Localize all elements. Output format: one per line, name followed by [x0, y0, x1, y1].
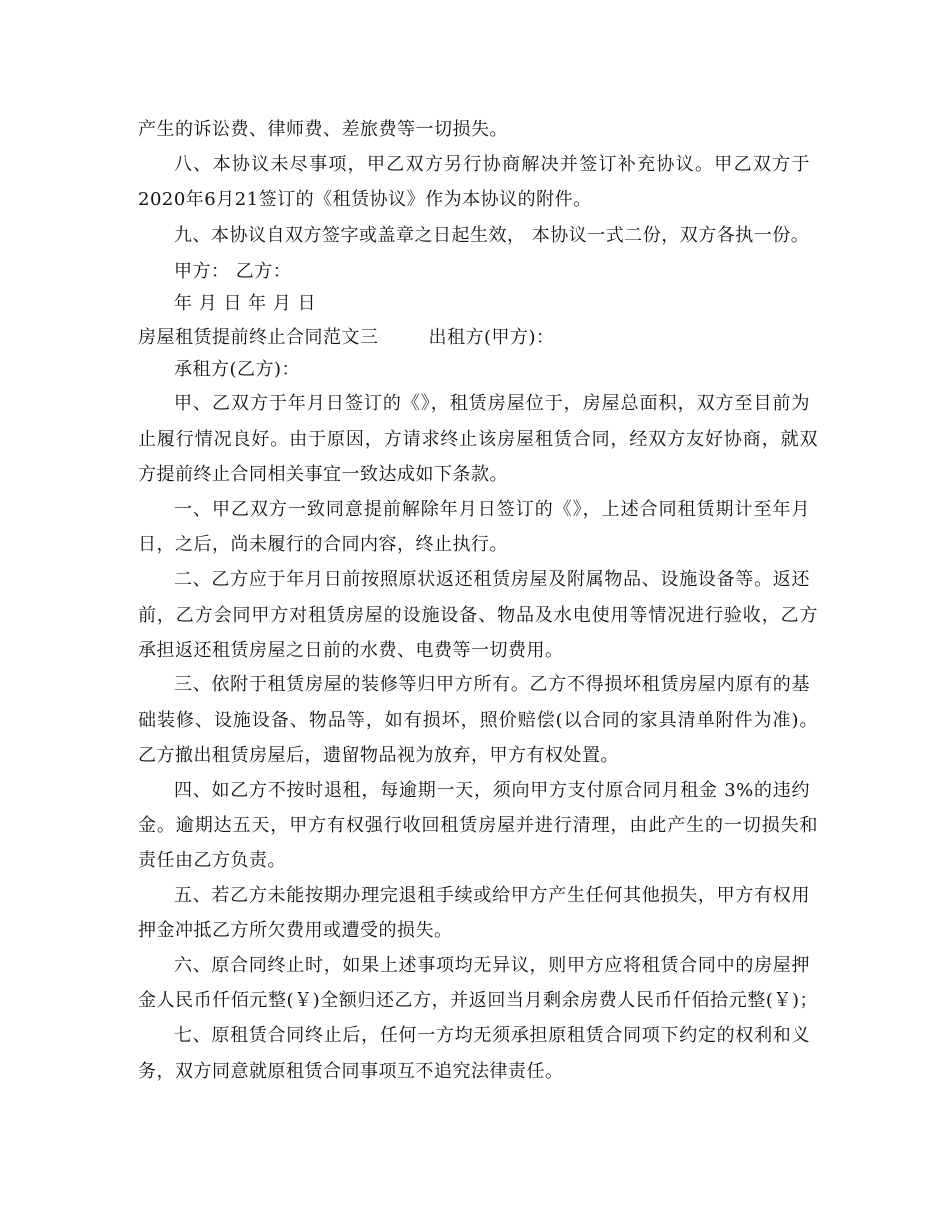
lessee-label: 承租方(乙方)： — [174, 359, 301, 380]
text-line: 五、若乙方未能按期办理完退租手续或给甲方产生任何其他损失，甲方有权用 — [174, 885, 810, 906]
signature-dates: 年 月 日 年 月 日 — [174, 293, 317, 314]
text-line: 产生的诉讼费、律师费、差旅费等一切损失。 — [138, 119, 508, 140]
text-line: 日，之后，尚未履行的合同内容，终止执行。 — [138, 534, 508, 555]
text-line: 方提前终止合同相关事宜一致达成如下条款。 — [138, 464, 508, 485]
text-line: 七、原租赁合同终止后，任何一方均无须承担原租赁合同项下约定的权利和义 — [174, 1025, 810, 1046]
text-line: 承担返还租赁房屋之日前的水费、电费等一切费用。 — [138, 640, 564, 661]
signature-parties: 甲方： 乙方： — [174, 261, 292, 282]
text-line: 二、乙方应于年月日前按照原状返还租赁房屋及附属物品、设施设备等。返还 — [174, 569, 810, 590]
text-line: 础装修、设施设备、物品等，如有损坏，照价赔偿(以合同的家具清单附件为准)。 — [138, 710, 818, 731]
text-line: 务，双方同意就原租赁合同事项互不追究法律责任。 — [138, 1061, 564, 1082]
text-line: 责任由乙方负责。 — [138, 850, 286, 871]
section-title-line — [138, 326, 818, 350]
text-line: 前，乙方会同甲方对租赁房屋的设施设备、物品及水电使用等情况进行验收，乙方 — [138, 605, 818, 626]
text-line: 押金冲抵乙方所欠费用或遭受的损失。 — [138, 920, 453, 941]
text-line: 四、如乙方不按时退租，每逾期一天，须向甲方支付原合同月租金 3%的违约 — [174, 780, 810, 801]
lessor-label: 出租方(甲方)： — [428, 327, 555, 348]
text-line: 金。逾期达五天，甲方有权强行收回租赁房屋并进行清理，由此产生的一切损失和 — [138, 815, 818, 836]
section-title: 房屋租赁提前终止合同范文三 — [138, 327, 379, 348]
text-line: 甲、乙双方于年月日签订的《》，租赁房屋位于，房屋总面积，双方至目前为 — [174, 393, 810, 414]
text-line: 八、本协议未尽事项，甲乙双方另行协商解决并签订补充协议。甲乙双方于 — [174, 154, 810, 175]
text-line: 止履行情况良好。由于原因，方请求终止该房屋租赁合同，经双方友好协商，就双 — [138, 429, 818, 450]
text-line: 一、甲乙双方一致同意提前解除年月日签订的《》，上述合同租赁期计至年月 — [174, 499, 810, 520]
text-line: 金人民币仟佰元整(￥)全额归还乙方，并返回当月剩余房费人民币仟佰拾元整(￥)； — [138, 990, 818, 1011]
text-line: 2020年6月21签订的《租赁协议》作为本协议的附件。 — [138, 189, 592, 210]
text-line: 三、依附于租赁房屋的装修等归甲方所有。乙方不得损坏租赁房屋内原有的基 — [174, 674, 810, 695]
text-line: 六、原合同终止时，如果上述事项均无异议，则甲方应将租赁合同中的房屋押 — [174, 955, 810, 976]
text-line: 乙方撤出租赁房屋后，遗留物品视为放弃，甲方有权处置。 — [138, 745, 619, 766]
text-line: 九、本协议自双方签字或盖章之日起生效， 本协议一式二份，双方各执一份。 — [174, 225, 810, 246]
